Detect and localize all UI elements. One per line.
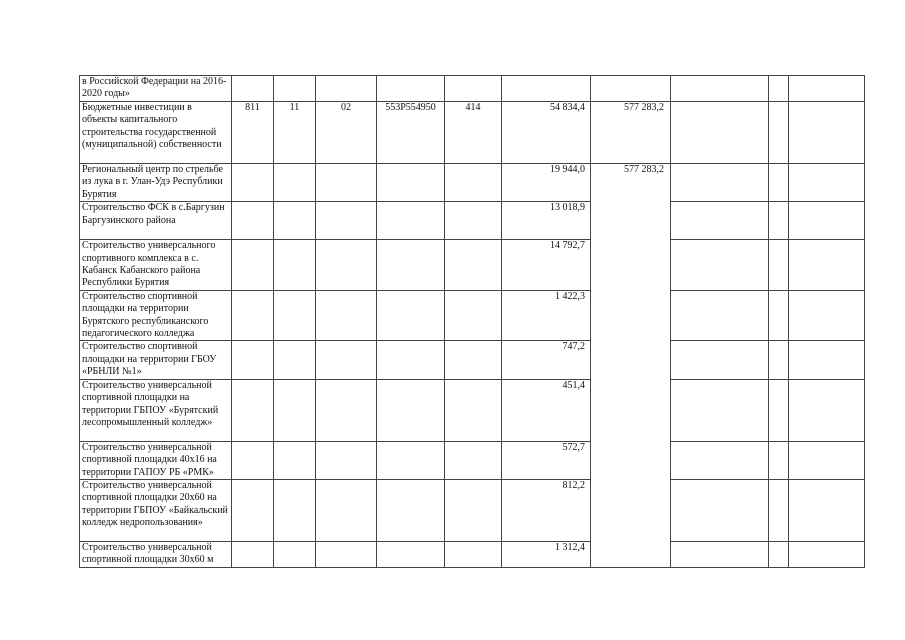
table-row <box>80 290 865 341</box>
row-name-cell: Строительство спортивной площадки на территории ГБОУ «РБНЛИ №1» <box>80 341 232 379</box>
row-name-cell: Региональный центр по стрельбе из лука в г. Улан-Удэ Республики Бурятия <box>80 164 232 202</box>
empty-cell <box>377 479 445 541</box>
subsection-cell: 02 <box>316 102 377 164</box>
amount-cell: 572,7 <box>502 441 591 479</box>
row-name-cell: Строительство ФСК в с.Баргузин Баргузинского района <box>80 202 232 240</box>
amount-cell: 747,2 <box>502 341 591 379</box>
amount-cell: 451,4 <box>502 379 591 441</box>
expense-type-cell: 414 <box>445 102 502 164</box>
empty-cell <box>789 164 865 202</box>
empty-cell <box>445 240 502 291</box>
empty-cell <box>377 202 445 240</box>
empty-cell <box>377 379 445 441</box>
table-row <box>80 240 865 291</box>
empty-cell <box>232 541 274 567</box>
empty-cell <box>789 290 865 341</box>
empty-cell <box>445 202 502 240</box>
empty-cell <box>274 202 316 240</box>
table-row <box>80 441 865 479</box>
row-name-cell: Строительство универсальной спортивной площадки 30х60 м <box>80 541 232 567</box>
amount-cell <box>591 76 671 102</box>
section-cell: 11 <box>274 102 316 164</box>
empty-cell <box>789 479 865 541</box>
table-row <box>80 202 865 240</box>
empty-cell <box>445 290 502 341</box>
expense-type-cell <box>445 76 502 102</box>
empty-cell <box>671 76 769 102</box>
empty-cell <box>232 290 274 341</box>
empty-cell <box>445 479 502 541</box>
empty-cell <box>671 479 769 541</box>
empty-cell <box>769 441 789 479</box>
empty-cell <box>377 164 445 202</box>
empty-cell <box>671 164 769 202</box>
empty-cell <box>274 240 316 291</box>
row-name-cell: Строительство универсального спортивного комплекса в с. Кабанск Кабанского района Республики Бурятия <box>80 240 232 291</box>
table-row <box>80 479 865 541</box>
empty-cell <box>789 541 865 567</box>
amount-cell: 54 834,4 <box>502 102 591 164</box>
empty-cell <box>789 379 865 441</box>
amount-cell: 19 944,0 <box>502 164 591 202</box>
table-row <box>80 341 865 379</box>
empty-cell <box>232 479 274 541</box>
empty-cell <box>377 290 445 341</box>
empty-cell <box>377 441 445 479</box>
grbs-cell <box>232 76 274 102</box>
amount-cell: 13 018,9 <box>502 202 591 240</box>
amount-cell: 1 312,4 <box>502 541 591 567</box>
empty-cell <box>316 240 377 291</box>
empty-cell <box>377 541 445 567</box>
row-name-cell: в Российской Федерации на 2016-2020 годы» <box>80 76 232 102</box>
empty-cell <box>671 441 769 479</box>
empty-cell <box>274 164 316 202</box>
empty-cell <box>445 164 502 202</box>
empty-cell <box>274 541 316 567</box>
empty-cell <box>232 240 274 291</box>
row-name-cell: Строительство универсальной спортивной площадки 40х16 на территории ГАПОУ РБ «РМК» <box>80 441 232 479</box>
empty-cell <box>316 341 377 379</box>
empty-cell <box>377 240 445 291</box>
empty-cell <box>671 102 769 164</box>
empty-cell <box>316 164 377 202</box>
empty-cell <box>316 290 377 341</box>
empty-cell <box>274 441 316 479</box>
row-name-cell: Строительство универсальной спортивной площадки на территории ГБПОУ «Бурятский лесопромышленный колледж» <box>80 379 232 441</box>
empty-cell <box>232 341 274 379</box>
table-row <box>80 164 865 202</box>
empty-cell <box>445 541 502 567</box>
empty-cell <box>769 202 789 240</box>
table-row <box>80 102 865 164</box>
section-cell <box>274 76 316 102</box>
empty-cell <box>769 76 789 102</box>
row-name-cell: Строительство универсальной спортивной площадки 20х60 на территории ГБПОУ «Байкальский колледж недропользования» <box>80 479 232 541</box>
empty-cell <box>671 240 769 291</box>
empty-cell <box>316 441 377 479</box>
table-row <box>80 76 865 102</box>
amount-cell <box>502 76 591 102</box>
empty-cell <box>769 541 789 567</box>
empty-cell <box>274 379 316 441</box>
empty-cell <box>769 479 789 541</box>
empty-cell <box>671 202 769 240</box>
target-article-cell <box>377 76 445 102</box>
empty-cell <box>769 379 789 441</box>
empty-cell <box>232 164 274 202</box>
empty-cell <box>445 441 502 479</box>
amount-cell: 1 422,3 <box>502 290 591 341</box>
empty-cell <box>671 290 769 341</box>
empty-cell <box>274 290 316 341</box>
empty-cell <box>789 441 865 479</box>
amount-cell: 812,2 <box>502 479 591 541</box>
amount-cell: 14 792,7 <box>502 240 591 291</box>
budget-table <box>79 75 865 568</box>
empty-cell <box>769 102 789 164</box>
grbs-cell: 811 <box>232 102 274 164</box>
row-name-cell: Бюджетные инвестиции в объекты капитального строительства государственной (муниципальной) собственности <box>80 102 232 164</box>
empty-cell <box>445 341 502 379</box>
amount-cell: 577 283,2 <box>591 102 671 164</box>
empty-cell <box>232 202 274 240</box>
empty-cell <box>274 341 316 379</box>
empty-cell <box>789 240 865 291</box>
table-row <box>80 541 865 567</box>
empty-cell <box>789 341 865 379</box>
empty-cell <box>671 541 769 567</box>
empty-cell <box>789 202 865 240</box>
empty-cell <box>445 379 502 441</box>
empty-cell <box>316 541 377 567</box>
empty-cell <box>769 240 789 291</box>
empty-cell <box>789 76 865 102</box>
empty-cell <box>769 164 789 202</box>
empty-cell <box>769 290 789 341</box>
empty-cell <box>769 341 789 379</box>
empty-cell <box>671 379 769 441</box>
empty-cell <box>316 479 377 541</box>
empty-cell <box>377 341 445 379</box>
row-name-cell: Строительство спортивной площадки на территории Бурятского республиканского педагогического колледжа <box>80 290 232 341</box>
empty-cell <box>232 379 274 441</box>
empty-cell <box>232 441 274 479</box>
target-article-cell: 553P554950 <box>377 102 445 164</box>
subsection-cell <box>316 76 377 102</box>
table-row <box>80 379 865 441</box>
empty-cell <box>316 202 377 240</box>
empty-cell <box>274 479 316 541</box>
merged-amount-cell: 577 283,2 <box>591 164 671 568</box>
empty-cell <box>789 102 865 164</box>
empty-cell <box>671 341 769 379</box>
empty-cell <box>316 379 377 441</box>
